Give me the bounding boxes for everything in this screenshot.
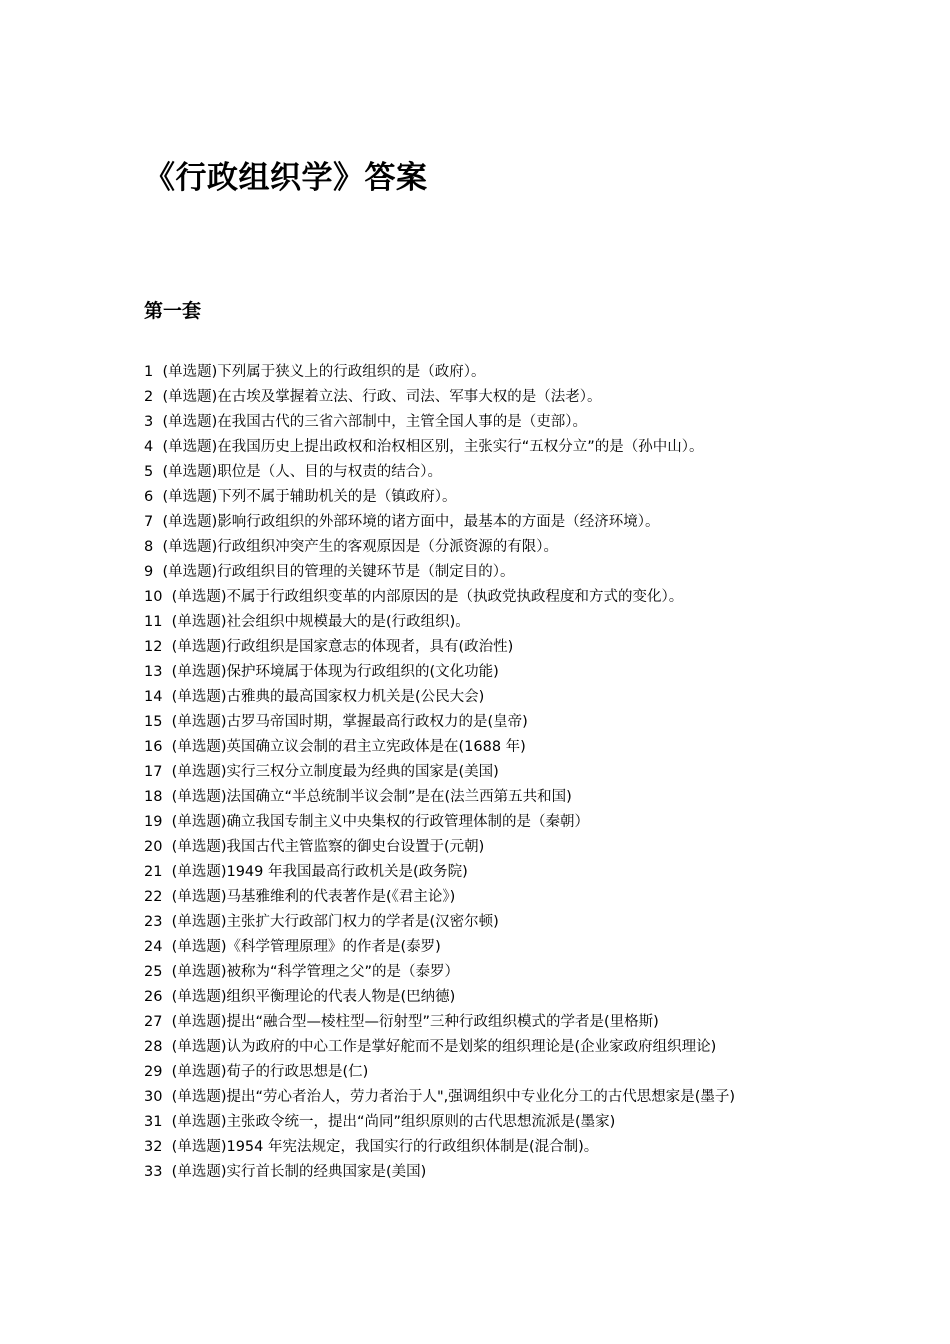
list-item <box>144 585 814 610</box>
list-item <box>144 660 814 685</box>
question-number: 19 <box>144 814 163 830</box>
list-item <box>144 910 814 935</box>
question-text: (单选题)1949 年我国最高行政机关是(政务院) <box>171 864 468 880</box>
list-item <box>144 610 814 635</box>
list-item <box>144 1110 814 1135</box>
question-number: 1 <box>144 364 154 380</box>
question-number: 31 <box>144 1114 163 1130</box>
list-item <box>144 510 814 535</box>
question-number: 16 <box>144 739 163 755</box>
question-text: (单选题)1954 年宪法规定，我国实行的行政组织体制是(混合制)。 <box>171 1139 599 1155</box>
list-item <box>144 485 814 510</box>
list-item <box>144 560 814 585</box>
question-text: (单选题)在我国古代的三省六部制中，主管全国人事的是（吏部）。 <box>162 414 588 430</box>
list-item <box>144 1160 814 1185</box>
list-item <box>144 360 814 385</box>
list-item <box>144 1010 814 1035</box>
question-text: (单选题)不属于行政组织变革的内部原因的是（执政党执政程度和方式的变化）。 <box>171 589 684 605</box>
list-item <box>144 710 814 735</box>
list-item <box>144 1060 814 1085</box>
question-text: (单选题)主张扩大行政部门权力的学者是(汉密尔顿) <box>171 914 499 930</box>
question-text: (单选题)保护环境属于体现为行政组织的(文化功能) <box>171 664 499 680</box>
question-text: (单选题)提出“劳心者治人，劳力者治于人",强调组织中专业化分工的古代思想家是(墨子) <box>171 1089 736 1105</box>
question-text: (单选题)影响行政组织的外部环境的诸方面中，最基本的方面是（经济环境）。 <box>162 514 660 530</box>
question-number: 26 <box>144 989 163 1005</box>
question-number: 15 <box>144 714 163 730</box>
list-item <box>144 860 814 885</box>
list-item <box>144 760 814 785</box>
question-number: 7 <box>144 514 154 530</box>
question-number: 25 <box>144 964 163 980</box>
question-text: (单选题)古罗马帝国时期，掌握最高行政权力的是(皇帝) <box>171 714 528 730</box>
question-number: 20 <box>144 839 163 855</box>
question-number: 4 <box>144 439 154 455</box>
list-item <box>144 985 814 1010</box>
list-item <box>144 435 814 460</box>
question-text: (单选题)英国确立议会制的君主立宪政体是在(1688 年) <box>171 739 526 755</box>
question-number: 30 <box>144 1089 163 1105</box>
question-text: (单选题)认为政府的中心工作是掌好舵而不是划桨的组织理论是(企业家政府组织理论) <box>171 1039 717 1055</box>
question-text: (单选题)古雅典的最高国家权力机关是(公民大会) <box>171 689 485 705</box>
question-number: 5 <box>144 464 154 480</box>
question-text: (单选题)确立我国专制主义中央集权的行政管理体制的是（秦朝） <box>171 814 589 830</box>
question-text: (单选题)被称为“科学管理之父”的是（泰罗） <box>171 964 460 980</box>
list-item <box>144 735 814 760</box>
question-number: 2 <box>144 389 154 405</box>
question-text: (单选题)下列不属于辅助机关的是（镇政府）。 <box>162 489 457 505</box>
question-number: 11 <box>144 614 163 630</box>
list-item <box>144 1135 814 1160</box>
list-item <box>144 1035 814 1060</box>
question-text: (单选题)主张政令统一，提出“尚同”组织原则的古代思想流派是(墨家) <box>171 1114 616 1130</box>
list-item <box>144 385 814 410</box>
question-text: (单选题)社会组织中规模最大的是(行政组织)。 <box>171 614 470 630</box>
section-heading: 第一套 <box>144 300 202 322</box>
list-item <box>144 810 814 835</box>
question-answer-list <box>144 360 814 1185</box>
question-number: 10 <box>144 589 163 605</box>
question-number: 27 <box>144 1014 163 1030</box>
list-item <box>144 1085 814 1110</box>
question-text: (单选题)下列属于狭义上的行政组织的是（政府）。 <box>162 364 486 380</box>
question-text: (单选题)行政组织目的管理的关键环节是（制定目的）。 <box>162 564 515 580</box>
question-text: (单选题)在我国历史上提出政权和治权相区别，主张实行“五权分立”的是（孙中山）。 <box>162 439 704 455</box>
question-text: (单选题)法国确立“半总统制半议会制”是在(法兰西第五共和国) <box>171 789 572 805</box>
list-item <box>144 960 814 985</box>
question-number: 28 <box>144 1039 163 1055</box>
question-number: 18 <box>144 789 163 805</box>
list-item <box>144 460 814 485</box>
question-number: 13 <box>144 664 163 680</box>
list-item <box>144 410 814 435</box>
question-number: 8 <box>144 539 154 555</box>
question-number: 17 <box>144 764 163 780</box>
question-number: 3 <box>144 414 154 430</box>
list-item <box>144 885 814 910</box>
question-text: (单选题)《科学管理原理》的作者是(泰罗) <box>171 939 441 955</box>
question-number: 21 <box>144 864 163 880</box>
question-text: (单选题)行政组织是国家意志的体现者，具有(政治性) <box>171 639 514 655</box>
document-title: 《行政组织学》答案 <box>144 160 428 196</box>
question-number: 22 <box>144 889 163 905</box>
question-text: (单选题)在古埃及掌握着立法、行政、司法、军事大权的是（法老）。 <box>162 389 602 405</box>
list-item <box>144 935 814 960</box>
question-text: (单选题)行政组织冲突产生的客观原因是（分派资源的有限）。 <box>162 539 559 555</box>
question-text: (单选题)我国古代主管监察的御史台设置于(元朝) <box>171 839 485 855</box>
list-item <box>144 685 814 710</box>
list-item <box>144 835 814 860</box>
question-text: (单选题)实行首长制的经典国家是(美国) <box>171 1164 427 1180</box>
question-number: 9 <box>144 564 154 580</box>
question-number: 12 <box>144 639 163 655</box>
list-item <box>144 785 814 810</box>
question-text: (单选题)职位是（人、目的与权责的结合）。 <box>162 464 443 480</box>
list-item <box>144 635 814 660</box>
question-number: 33 <box>144 1164 163 1180</box>
question-text: (单选题)马基雅维利的代表著作是(《君主论》) <box>171 889 456 905</box>
question-text: (单选题)实行三权分立制度最为经典的国家是(美国) <box>171 764 499 780</box>
question-number: 24 <box>144 939 163 955</box>
question-text: (单选题)组织平衡理论的代表人物是(巴纳德) <box>171 989 456 1005</box>
question-number: 32 <box>144 1139 163 1155</box>
question-number: 6 <box>144 489 154 505</box>
question-number: 14 <box>144 689 163 705</box>
question-number: 29 <box>144 1064 163 1080</box>
question-number: 23 <box>144 914 163 930</box>
question-text: (单选题)荀子的行政思想是(仁) <box>171 1064 369 1080</box>
list-item <box>144 535 814 560</box>
question-text: (单选题)提出“融合型—棱柱型—衍射型”三种行政组织模式的学者是(里格斯) <box>171 1014 659 1030</box>
